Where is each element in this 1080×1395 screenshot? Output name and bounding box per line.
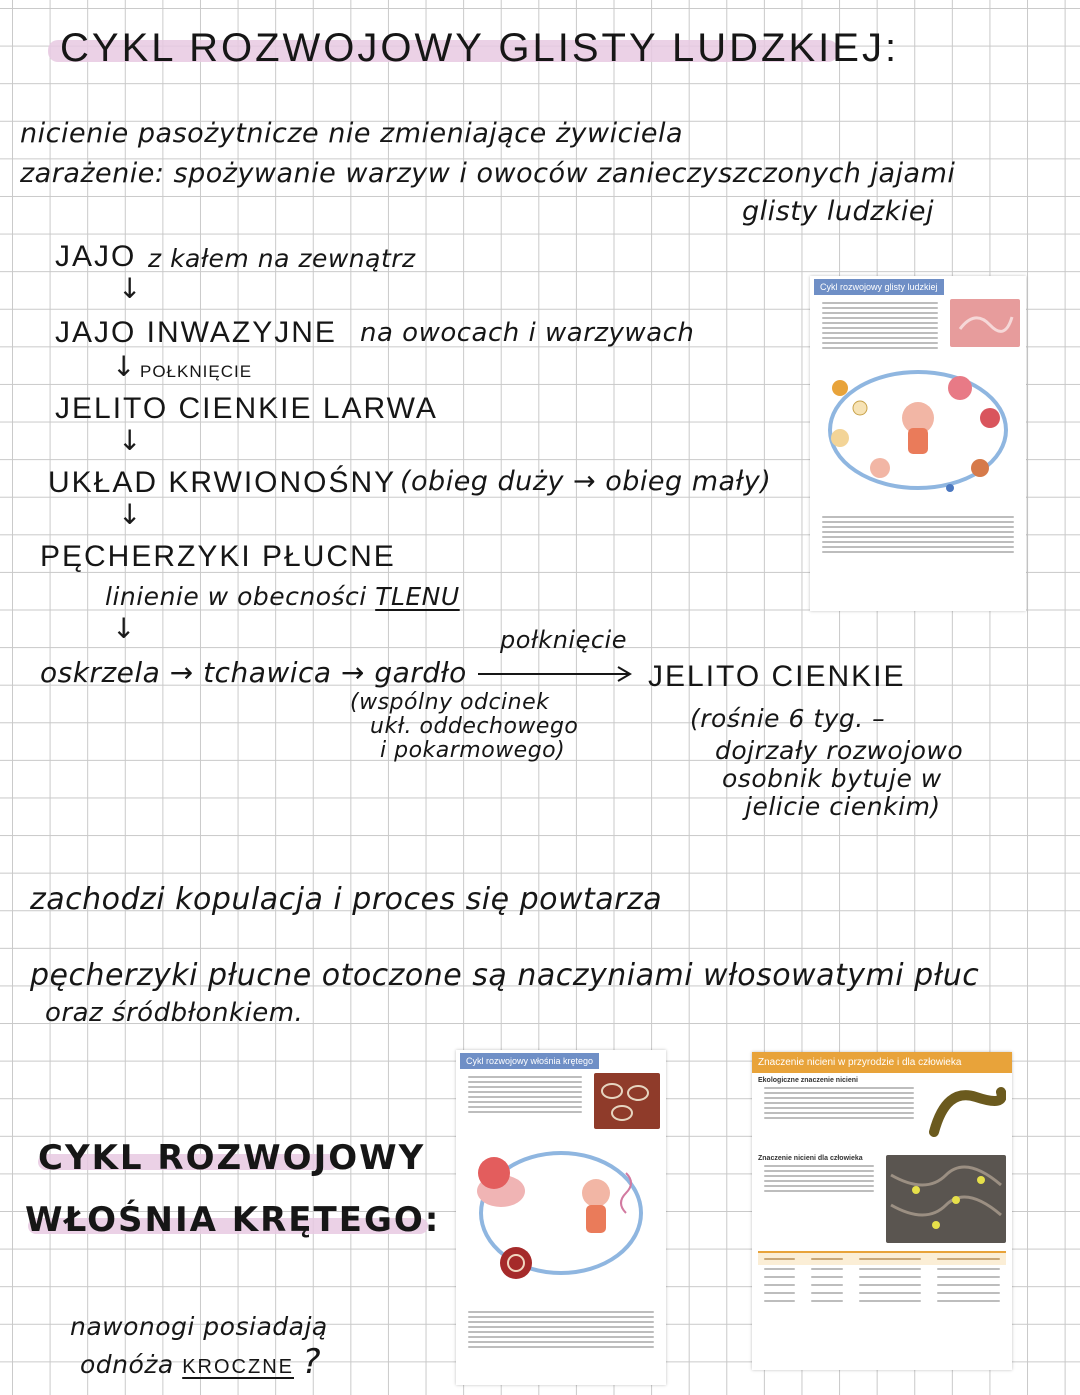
step-uklad-note: (obieg duży → obieg mały) [400,466,772,497]
alveoli-note-1: pęcherzyki płucne otoczone są naczyniami włosowatymi płuc [30,958,980,993]
arrow-down-icon: ↓ [118,424,142,457]
step-pecherzyki-note [105,582,460,611]
tlenu-text: TLENU [375,582,460,611]
intro-line-1: nicienie pasożytnicze nie zmieniające żywiciela [20,118,684,149]
nawonogi-note-2 [80,1342,321,1382]
kroczne-text: KROCZNE [182,1356,294,1378]
arrow-label-polkniecie: POŁKNIĘCIE [140,362,253,381]
intro-line-3: glisty ludzkiej [742,196,935,227]
linienie-text: linienie w obecności [105,582,367,611]
trichina-photo [594,1073,660,1129]
alveoli-note-2: oraz śródbłonkiem. [45,998,304,1028]
odnoza-text: odnóża [80,1350,174,1379]
jelito-note-2: dojrzały rozwojowo [715,736,964,765]
gardlo-note-3: i pokarmowego) [380,738,566,763]
arrow-down-icon: ↓ [118,272,142,305]
step-jelito-cienkie-larwa: JELITO CIENKIE LARWA [55,392,438,425]
gardlo-note-1: (wspólny odcinek [350,690,550,715]
copulation-note: zachodzi kopulacja i proces się powtarza [30,882,663,917]
nawonogi-note-1: nawonogi posiadają [70,1312,328,1341]
jelito-note-4: jelicie cienkim) [745,792,941,821]
step-pecherzyki-plucne: PĘCHERZYKI PŁUCNE [40,540,396,573]
long-arrow-icon [478,664,638,684]
thumbnail-znaczenie-nicieni [752,1052,1012,1370]
thumbnail-wlosien-title: Cykl rozwojowy włośnia krętego [460,1053,599,1069]
step-jajo-inwazyjne-note: na owocach i warzywach [360,318,695,348]
znaczenie-subheading-2: Znaczenie nicieni dla człowieka [758,1155,863,1162]
wlosien-cycle-diagram [456,1133,666,1303]
thumbnail-wlosien [456,1050,666,1385]
jelito-note-3: osobnik bytuje w [722,764,942,793]
section2-title-2: WŁOŚNIA KRĘTEGO: [25,1200,441,1240]
thumbnail-znaczenie-title: Znaczenie nicieni w przyrodzie i dla człowieka [752,1052,1012,1073]
step-jajo: JAJO [55,240,137,273]
thumbnail-glista-ludzka [810,276,1026,611]
question-mark: ? [302,1342,321,1382]
chain-oskrzela-tchawica-gardlo: oskrzela → tchawica → gardło [40,656,467,689]
jelito-note-1: (rośnie 6 tyg. – [690,704,886,733]
thumbnail-glista-title: Cykl rozwojowy glisty ludzkiej [814,279,944,295]
step-uklad-krwionosny: UKŁAD KRWIONOŚNY [48,466,397,499]
step-jajo-inwazyjne: JAJO INWAZYJNE [55,316,337,349]
chain-target-jelito-cienkie: JELITO CIENKIE [648,660,906,693]
nematode-photo [926,1077,1006,1147]
arrow-down-icon: ↓ [112,350,136,383]
worm-photo [950,299,1020,347]
intro-line-2: zarażenie: spożywanie warzyw i owoców zanieczyszczonych jajami [20,158,956,189]
roots-photo [886,1155,1006,1243]
gardlo-note-2: ukł. oddechowego [370,714,579,739]
section2-title-1: CYKL ROZWOJOWY [38,1138,426,1178]
arrow-down-icon: ↓ [118,498,142,531]
glista-cycle-diagram [810,358,1026,508]
page-title: CYKL ROZWOJOWY GLISTY LUDZKIEJ: [60,26,900,70]
step-jajo-note: z kałem na zewnątrz [148,244,416,273]
chain-arrow-label: połknięcie [500,626,627,654]
arrow-down-icon: ↓ [112,612,136,645]
znaczenie-subheading-1: Ekologiczne znaczenie nicieni [758,1077,858,1084]
znaczenie-table [758,1251,1006,1305]
